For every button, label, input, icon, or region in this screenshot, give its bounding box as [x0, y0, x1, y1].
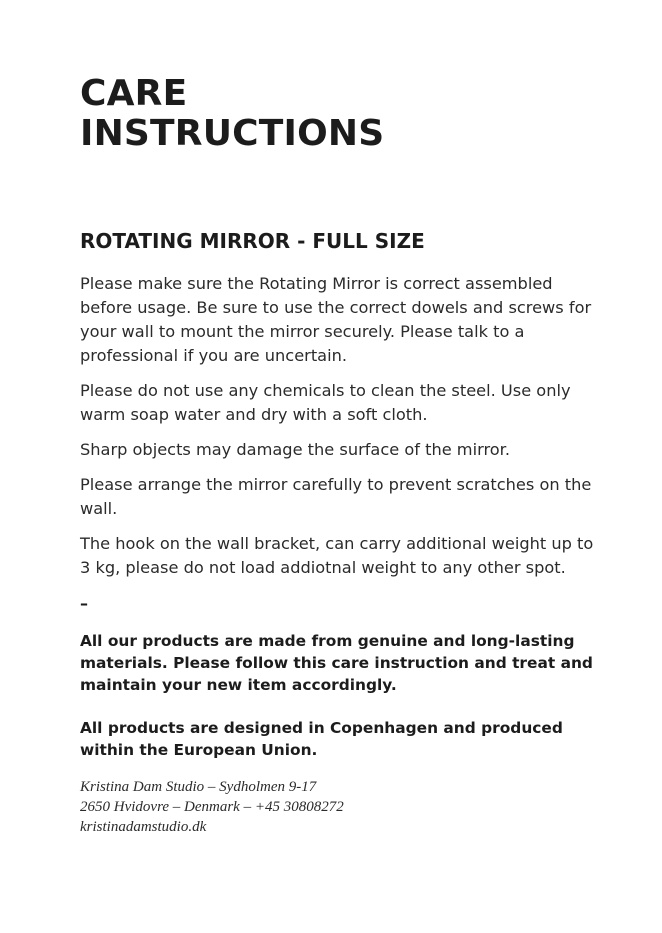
title-line-2: INSTRUCTIONS	[80, 113, 385, 154]
instruction-paragraph: Sharp objects may damage the surface of the mirror.	[80, 440, 510, 459]
instruction-paragraph: The hook on the wall bracket, can carry additional weight up to 3 kg, please do not load addiotnal weight to any other spot.	[80, 534, 594, 577]
instruction-paragraph: Please arrange the mirror carefully to prevent scratches on the wall.	[80, 475, 592, 518]
page-title	[80, 74, 600, 154]
section-separator: –	[80, 594, 88, 613]
studio-website: kristinadamstudio.dk	[80, 819, 207, 835]
instruction-paragraph: Please do not use any chemicals to clean the steel. Use only warm soap water and dry with a soft cloth.	[80, 381, 571, 424]
origin-statement: All products are designed in Copenhagen and produced within the European Union.	[80, 719, 563, 759]
instruction-paragraph: Please make sure the Rotating Mirror is correct assembled before usage. Be sure to use the correct dowels and screws for your wall to mount the mirror securely. Please talk to a professional if you are uncertain.	[80, 274, 592, 365]
instructions-list	[80, 272, 600, 580]
product-subtitle: ROTATING MIRROR - FULL SIZE	[80, 229, 425, 253]
studio-footer	[80, 777, 600, 837]
materials-statement: All our products are made from genuine and long-lasting materials. Please follow this care instruction and treat and maintain your new item accordingly.	[80, 632, 593, 694]
studio-contact: 2650 Hvidovre – Denmark – +45 30808272	[80, 799, 344, 815]
title-line-1: CARE	[80, 73, 188, 114]
care-instructions-page	[80, 74, 600, 837]
studio-address: Kristina Dam Studio – Sydholmen 9-17	[80, 779, 317, 795]
